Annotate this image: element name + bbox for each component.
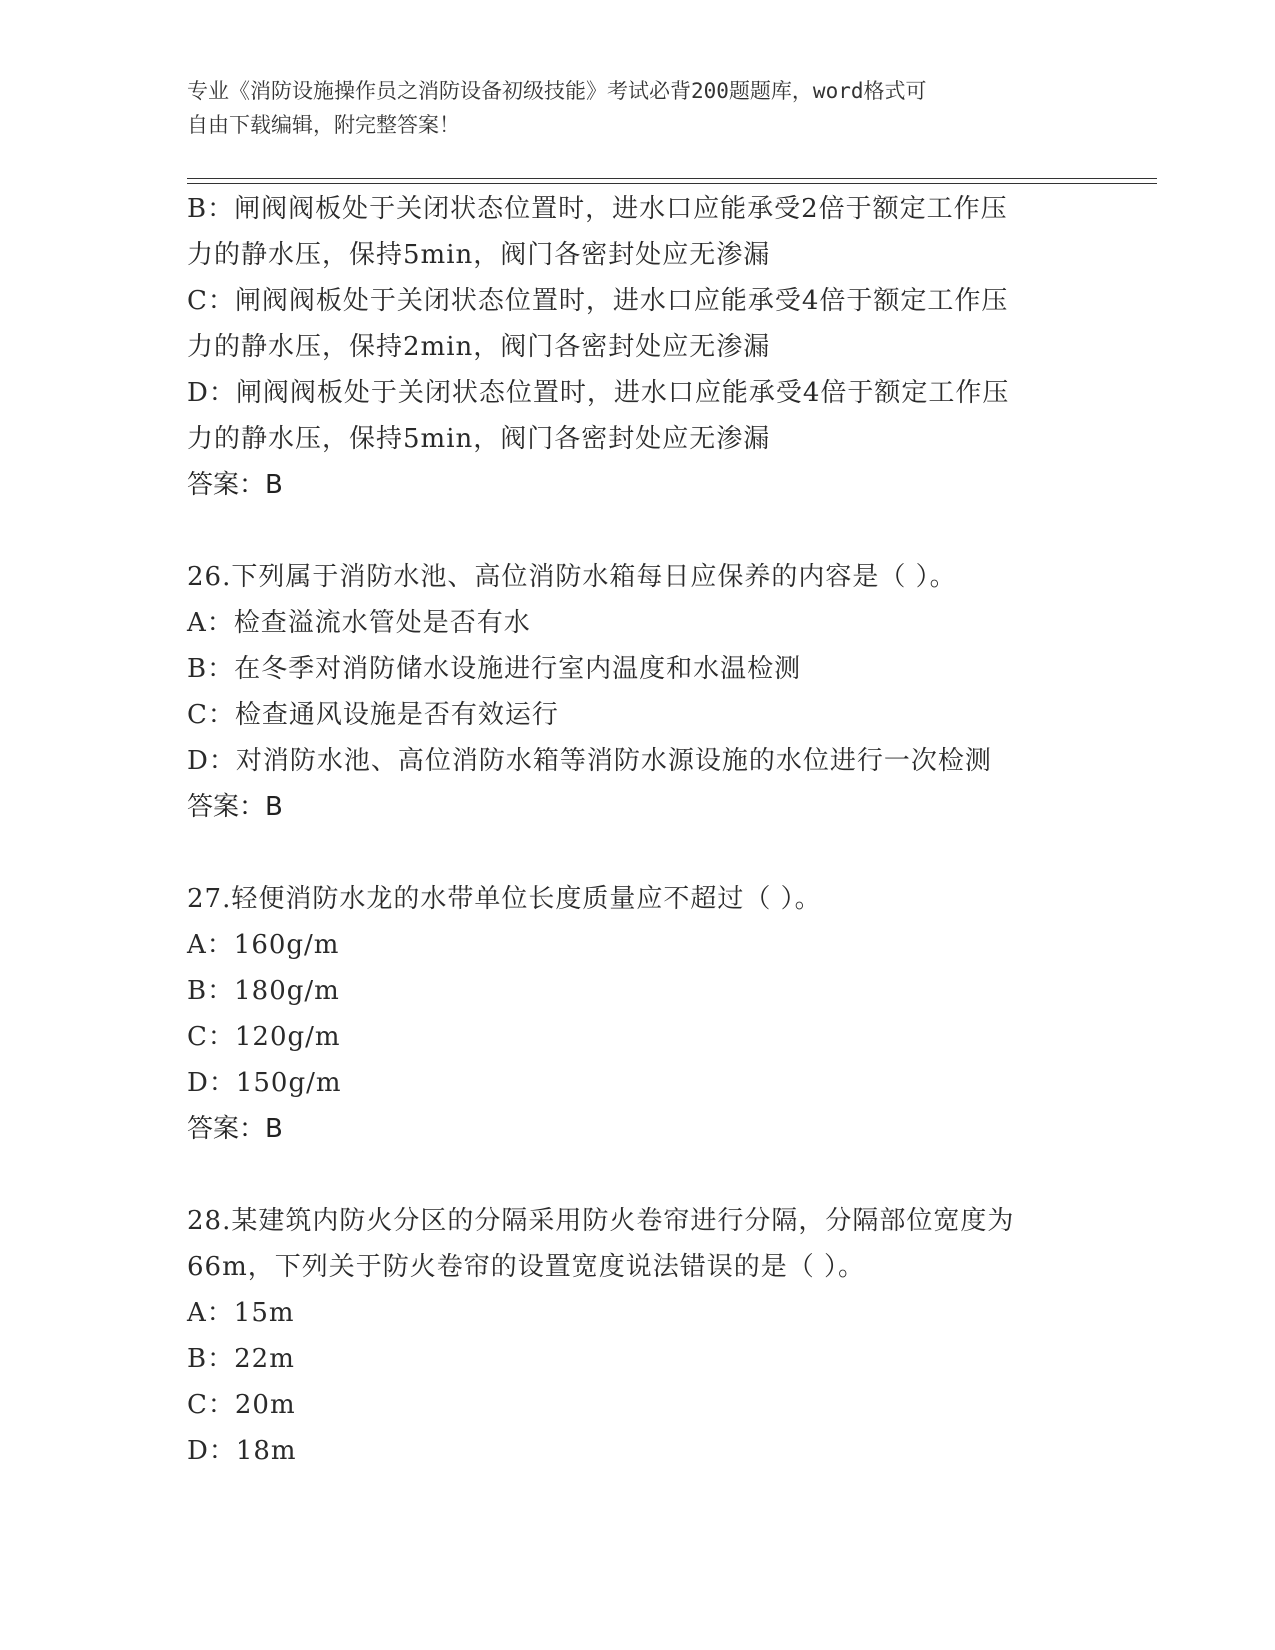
question-25-tail [187, 186, 1107, 508]
question-28 [187, 1198, 1107, 1474]
option-d-line-1: D：闸阀阀板处于关闭状态位置时，进水口应能承受4倍于额定工作压 [187, 378, 1010, 408]
option-c-line-2: 力的静水压，保持2min，阀门各密封处应无渗漏 [187, 332, 771, 362]
option-b: B：在冬季对消防储水设施进行室内温度和水温检测 [187, 654, 802, 684]
answer-line: 答案：B [187, 470, 283, 500]
option-a: A：15m [187, 1298, 295, 1328]
question-27 [187, 876, 1107, 1152]
option-c: C：检查通风设施是否有效运行 [187, 700, 559, 730]
option-b: B：22m [187, 1344, 295, 1374]
option-b-line-1: B：闸阀阀板处于关闭状态位置时，进水口应能承受2倍于额定工作压 [187, 194, 1008, 224]
option-c-line-1: C：闸阀阀板处于关闭状态位置时，进水口应能承受4倍于额定工作压 [187, 286, 1009, 316]
question-text-line-2: 66m，下列关于防火卷帘的设置宽度说法错误的是（ ）。 [187, 1252, 866, 1282]
option-b-line-2: 力的静水压，保持5min，阀门各密封处应无渗漏 [187, 240, 771, 270]
question-26 [187, 554, 1107, 830]
option-a: A：检查溢流水管处是否有水 [187, 608, 531, 638]
header-divider-bottom [187, 183, 1157, 184]
header-divider-top [187, 178, 1157, 179]
question-text: 27.轻便消防水龙的水带单位长度质量应不超过（ ）。 [187, 884, 822, 914]
question-text-line-1: 28.某建筑内防火分区的分隔采用防火卷帘进行分隔，分隔部位宽度为 [187, 1206, 1015, 1236]
question-text: 26.下列属于消防水池、高位消防水箱每日应保养的内容是（ ）。 [187, 562, 957, 592]
option-d: D：18m [187, 1436, 297, 1466]
answer-line: 答案：B [187, 1114, 283, 1144]
spacer [187, 1152, 1107, 1198]
document-header [187, 74, 1087, 142]
question-list [187, 186, 1107, 1474]
answer-line: 答案：B [187, 792, 283, 822]
option-d-line-2: 力的静水压，保持5min，阀门各密封处应无渗漏 [187, 424, 771, 454]
spacer [187, 508, 1107, 554]
option-d: D：150g/m [187, 1068, 342, 1098]
option-d: D：对消防水池、高位消防水箱等消防水源设施的水位进行一次检测 [187, 746, 992, 776]
option-a: A：160g/m [187, 930, 340, 960]
header-title-line-1: 专业《消防设施操作员之消防设备初级技能》考试必背200题题库，word格式可 [187, 79, 927, 103]
option-c: C：20m [187, 1390, 296, 1420]
spacer [187, 830, 1107, 876]
option-c: C：120g/m [187, 1022, 341, 1052]
header-title-line-2: 自由下载编辑，附完整答案！ [187, 113, 460, 137]
option-b: B：180g/m [187, 976, 340, 1006]
